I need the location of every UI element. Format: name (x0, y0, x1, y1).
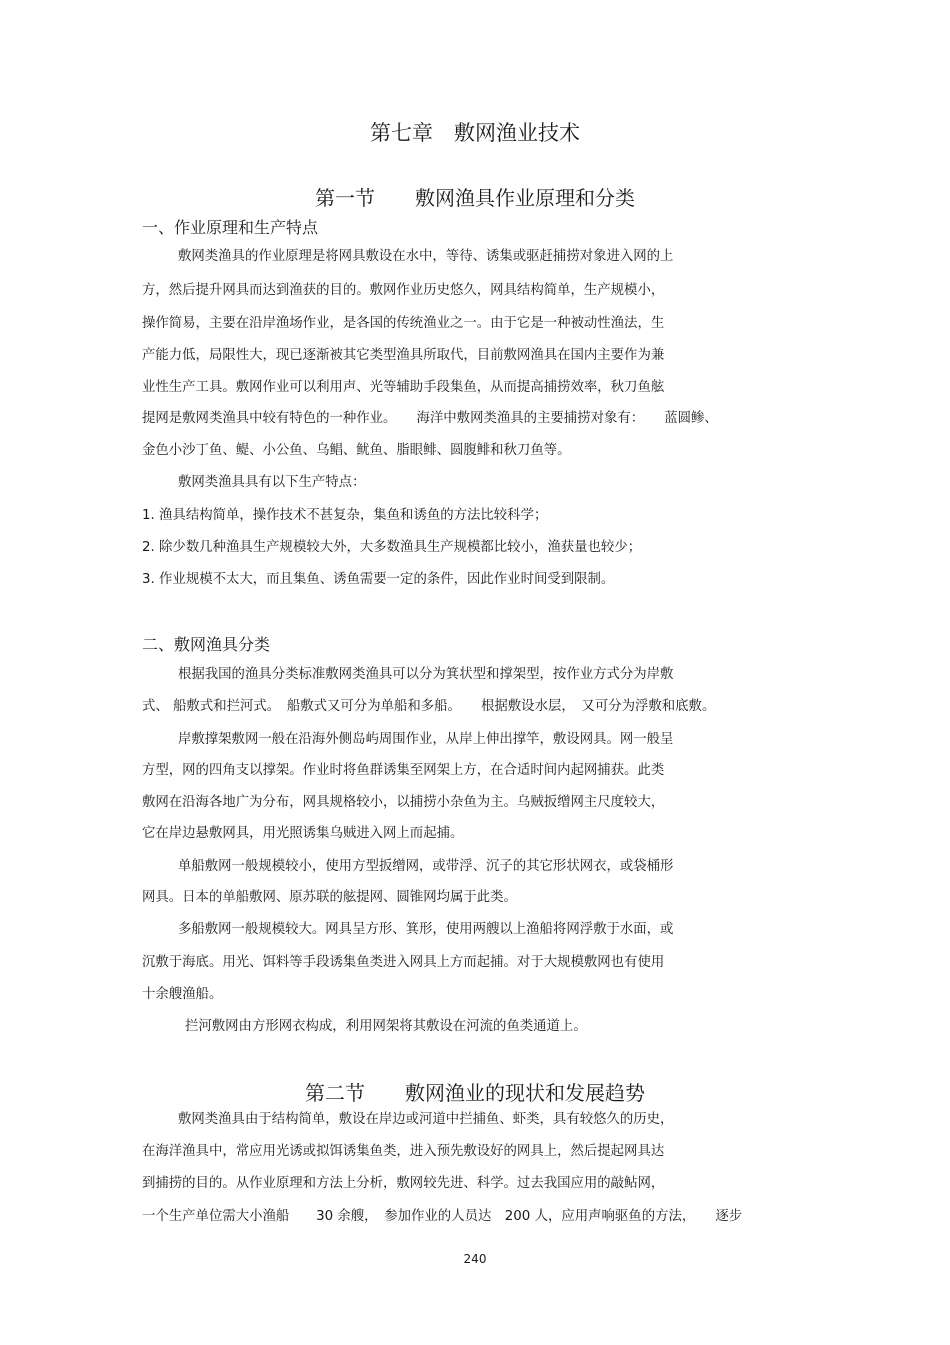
paragraph-line: 多船敷网一般规模较大。网具呈方形、箕形，使用两艘以上渔船将网浮敷于水面，或 (178, 922, 674, 937)
paragraph-line: 敷网类渔具由于结构简单，敷设在岸边或河道中拦捕鱼、虾类，具有较悠久的历史， (178, 1112, 674, 1127)
paragraph-line: 敷网类渔具的作业原理是将网具敷设在水中，等待、诱集或驱赶捕捞对象进入网的上 (178, 249, 674, 264)
paragraph-line: 提网是敷网类渔具中较有特色的一种作业。 海洋中敷网类渔具的主要捕捞对象有： 蓝圆鲹、 (142, 411, 718, 426)
paragraph-line: 方型，网的四角支以撑架。作业时将鱼群诱集至网架上方，在合适时间内起网捕获。此类 (142, 763, 665, 778)
paragraph-line: 一个生产单位需大小渔船 30 余艘， 参加作业的人员达 200 人，应用声响驱鱼的方法， 逐步 (142, 1209, 743, 1224)
paragraph-line: 它在岸边悬敷网具，用光照诱集乌贼进入网上而起捕。 (142, 826, 464, 841)
paragraph-line: 操作简易，主要在沿岸渔场作业，是各国的传统渔业之一。由于它是一种被动性渔法，生 (142, 316, 665, 331)
paragraph-line: 到捕捞的目的。从作业原理和方法上分析，敷网较先进、科学。过去我国应用的敲鲇网， (142, 1176, 665, 1191)
paragraph-line: 岸敷撑架敷网一般在沿海外侧岛屿周围作业，从岸上伸出撑竿，敷设网具。网一般呈 (178, 732, 674, 747)
paragraph-line: 网具。日本的单船敷网、原苏联的舷提网、圆锥网均属于此类。 (142, 890, 517, 905)
section-2-title: 第二节 敷网渔业的现状和发展趋势 (305, 1081, 645, 1105)
paragraph-line: 拦河敷网由方形网衣构成，利用网架将其敷设在河流的鱼类通道上。 (185, 1019, 587, 1034)
subsection-1-heading: 一、作业原理和生产特点 (142, 218, 319, 237)
paragraph-line: 单船敷网一般规模较小，使用方型扳缯网，或带浮、沉子的其它形状网衣，或袋桶形 (178, 859, 674, 874)
paragraph-line: 式、 船敷式和拦河式。 船敷式又可分为单船和多船。 根据敷设水层， 又可分为浮敷和底敷。 (142, 699, 716, 714)
paragraph-line: 在海洋渔具中，常应用光诱或拟饵诱集鱼类，进入预先敷设好的网具上，然后提起网具达 (142, 1144, 665, 1159)
subsection-2-heading: 二、敷网渔具分类 (142, 635, 271, 654)
paragraph-line: 业性生产工具。敷网作业可以利用声、光等辅助手段集鱼，从而提高捕捞效率，秋刀鱼舷 (142, 380, 665, 395)
section-1-title: 第一节 敷网渔具作业原理和分类 (315, 186, 635, 210)
paragraph-line: 方，然后提升网具而达到渔获的目的。敷网作业历史悠久，网具结构简单，生产规模小， (142, 283, 665, 298)
chapter-title: 第七章 敷网渔业技术 (370, 121, 580, 145)
paragraph-line: 沉敷于海底。用光、饵料等手段诱集鱼类进入网具上方而起捕。对于大规模敷网也有使用 (142, 955, 665, 970)
page-number: 240 (463, 1252, 487, 1266)
paragraph-line: 金色小沙丁鱼、鳀、小公鱼、乌鲳、鱿鱼、脂眼鲱、圆腹鲱和秋刀鱼等。 (142, 443, 571, 458)
paragraph-line: 十余艘渔船。 (142, 987, 223, 1002)
paragraph-line: 敷网在沿海各地广为分布，网具规格较小，以捕捞小杂鱼为主。乌贼扳缯网主尺度较大， (142, 795, 665, 810)
list-item: 1. 渔具结构简单，操作技术不甚复杂，集鱼和诱鱼的方法比较科学； (142, 508, 548, 523)
paragraph-line: 产能力低，局限性大，现已逐渐被其它类型渔具所取代，目前敷网渔具在国内主要作为兼 (142, 348, 665, 363)
paragraph-line: 根据我国的渔具分类标准敷网类渔具可以分为箕状型和撑架型，按作业方式分为岸敷 (178, 667, 674, 682)
list-item: 2. 除少数几种渔具生产规模较大外，大多数渔具生产规模都比较小，渔获量也较少； (142, 540, 642, 555)
paragraph-line: 敷网类渔具具有以下生产特点： (178, 475, 366, 490)
list-item: 3. 作业规模不太大，而且集鱼、诱鱼需要一定的条件，因此作业时间受到限制。 (142, 572, 615, 587)
